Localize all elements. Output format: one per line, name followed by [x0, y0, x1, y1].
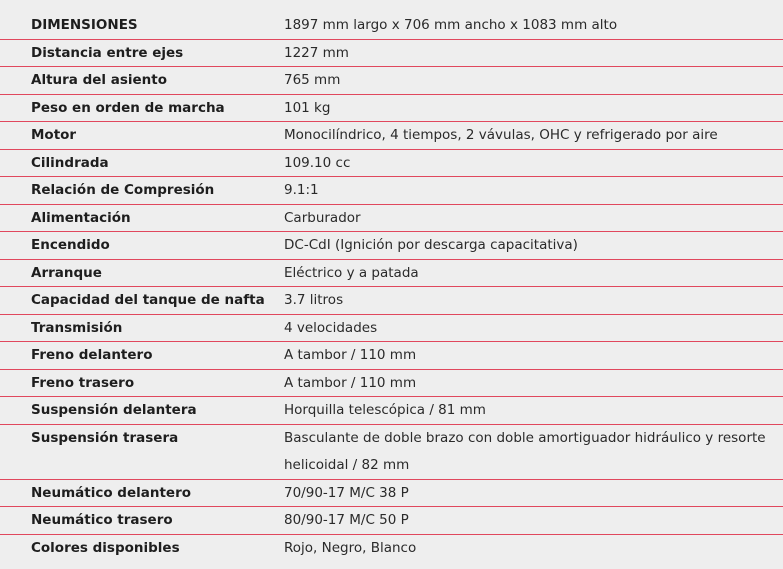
spec-row-freno-delantero — [0, 342, 783, 370]
spec-row-colores — [0, 535, 783, 563]
spec-value: A tambor / 110 mm — [284, 374, 417, 391]
spec-row-dimensiones — [0, 12, 783, 40]
spec-value: Rojo, Negro, Blanco — [284, 539, 417, 556]
spec-value: 101 kg — [284, 99, 331, 116]
spec-label: Neumático delantero — [31, 484, 192, 501]
spec-value: 70/90-17 M/C 38 P — [284, 484, 409, 501]
spec-value: 3.7 litros — [284, 292, 344, 308]
spec-label: Suspensión delantera — [31, 402, 197, 418]
spec-row-distancia-entre-ejes — [0, 40, 783, 68]
spec-value: Horquilla telescópica / 81 mm — [284, 402, 486, 418]
spec-row-freno-trasero — [0, 370, 783, 398]
spec-label: Freno trasero — [31, 374, 135, 391]
spec-value: 4 velocidades — [284, 319, 378, 336]
spec-value: 9.1:1 — [284, 182, 319, 198]
spec-row-motor — [0, 122, 783, 150]
spec-label: Suspensión trasera — [31, 429, 179, 446]
spec-value: 1897 mm largo x 706 mm ancho x 1083 mm alto — [284, 17, 618, 33]
spec-label: Neumático trasero — [31, 512, 173, 528]
spec-row-transmision — [0, 315, 783, 343]
spec-label: Colores disponibles — [31, 539, 180, 556]
spec-label: Distancia entre ejes — [31, 44, 184, 61]
spec-label: Altura del asiento — [31, 72, 168, 88]
spec-label: Encendido — [31, 237, 110, 253]
spec-value: DC-CdI (Ignición por descarga capacitativa) — [284, 237, 578, 253]
spec-row-neumatico-trasero — [0, 507, 783, 535]
spec-row-relacion-compresion — [0, 177, 783, 205]
spec-row-peso — [0, 95, 783, 123]
spec-value: Eléctrico y a patada — [284, 264, 419, 281]
spec-value: 80/90-17 M/C 50 P — [284, 512, 409, 528]
spec-row-encendido — [0, 232, 783, 260]
spec-value: 1227 mm — [284, 44, 349, 61]
spec-label: Freno delantero — [31, 347, 153, 363]
spec-value: 765 mm — [284, 72, 341, 88]
spec-label: Arranque — [31, 264, 102, 281]
spec-label: Motor — [31, 127, 77, 143]
spec-label: Alimentación — [31, 209, 131, 226]
spec-row-capacidad-tanque — [0, 287, 783, 315]
spec-row-altura-del-asiento — [0, 67, 783, 95]
spec-row-alimentacion — [0, 205, 783, 233]
spec-value: 109.10 cc — [284, 154, 351, 171]
spec-row-arranque — [0, 260, 783, 288]
spec-label: Peso en orden de marcha — [31, 99, 225, 116]
spec-value: Monocilíndrico, 4 tiempos, 2 vávulas, OHC y refrigerado por aire — [284, 127, 718, 143]
spec-value: Carburador — [284, 209, 361, 226]
spec-label: Cilindrada — [31, 154, 109, 171]
spec-label: Relación de Compresión — [31, 182, 215, 198]
spec-label: DIMENSIONES — [31, 17, 138, 33]
spec-label: Transmisión — [31, 319, 123, 336]
spec-row-cilindrada — [0, 150, 783, 178]
spec-row-suspension-delantera — [0, 397, 783, 425]
spec-value: A tambor / 110 mm — [284, 347, 417, 363]
spec-row-suspension-trasera — [0, 425, 783, 480]
spec-label: Capacidad del tanque de nafta — [31, 292, 265, 308]
spec-value: Basculante de doble brazo con doble amortiguador hidráulico y resorte helicoidal / 82 mm — [284, 429, 766, 473]
spec-row-neumatico-delantero — [0, 480, 783, 508]
